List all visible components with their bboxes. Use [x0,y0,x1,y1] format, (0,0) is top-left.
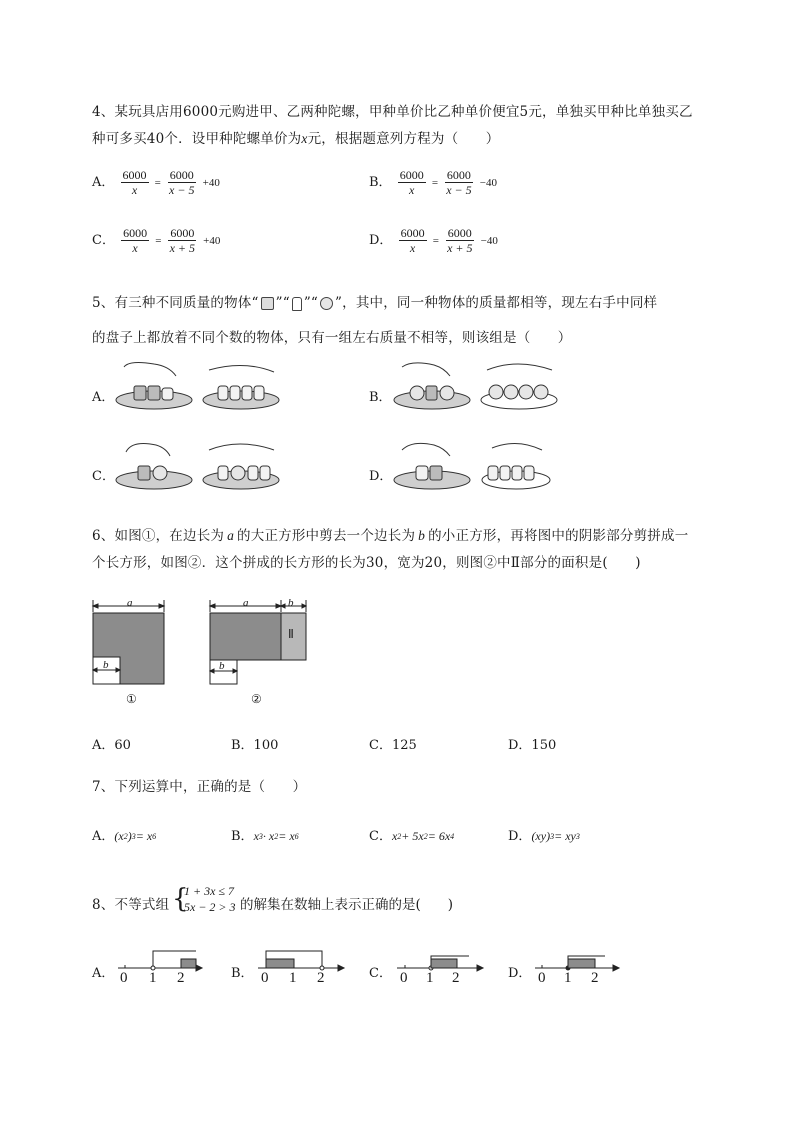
tick-label: 1 [426,970,434,986]
q5-option-a-image[interactable] [114,362,284,422]
denominator: x [409,183,415,197]
tick-label: 1 [289,970,297,986]
tick-label: 0 [538,970,546,986]
q8-option-d-label[interactable]: D． [508,966,532,981]
q8-stem-tail: 的解集在数轴上表示正确的是( ) [240,897,454,913]
q7-option-a[interactable] [92,825,156,844]
expr-part: (xy) [531,829,551,843]
q4-text-a: 种可多买40个．设甲种陀螺单价为 [92,131,302,147]
fraction [398,168,426,197]
q6-stem-line2: 个长方形，如图②．这个拼成的长方形的长为30，宽为20，则图②中Ⅱ部分的面积是( ) [92,555,641,571]
tick-label: 1 [564,970,572,986]
q5-option-d-label[interactable]: D． [369,469,393,484]
equals-sign: = [432,235,439,247]
option-label: A． [92,175,115,190]
expr-part: = xy [554,829,576,843]
exponent: 6 [294,832,299,841]
expr-part: (x [114,829,124,843]
expr-part: + 5x [401,829,424,843]
q8-option-c-numberline[interactable] [393,945,493,990]
q4-stem-line2 [92,127,499,147]
q5-text-c: ”“ [303,295,319,311]
fraction [168,226,197,255]
q5-option-c-image[interactable] [114,442,284,502]
option-label: D． [369,233,393,248]
q4-option-b[interactable] [369,168,497,197]
fig2-caption: ② [251,692,262,706]
numerator: 6000 [170,226,195,240]
numerator: 6000 [399,168,424,182]
q7-option-c[interactable] [369,825,454,844]
option-label: A． [92,829,115,844]
numerator: 6000 [447,226,472,240]
q6-text-b: 的大正方形中剪去一个边长为 [237,528,416,544]
q6-option-b[interactable]: B．100 [231,738,279,753]
exponent: 3 [575,832,580,841]
tick-label: 1 [149,970,157,986]
denominator: x [131,183,138,197]
fraction [399,226,427,255]
q6-var-a: a [227,528,235,543]
sphere-icon [320,297,333,310]
numerator: 6000 [122,168,147,182]
cube-icon [261,297,274,310]
option-label: C． [92,233,115,248]
exponent: 2 [123,832,128,841]
fraction [445,226,474,255]
tick-label: 0 [400,970,408,986]
option-label: B． [369,175,392,190]
numerator: 6000 [123,226,148,240]
cylinder-icon [292,297,302,311]
expression [114,829,156,844]
part-one-rect [210,613,281,660]
q5-option-a-label[interactable]: A． [92,390,115,405]
tick-label: 2 [591,970,599,986]
q5-option-c-label[interactable]: C． [92,469,115,484]
tail-term: +40 [203,235,221,247]
numerator: 6000 [446,168,471,182]
option-label: B． [231,829,254,844]
fig1-label-a: a [127,597,133,609]
q4-option-c[interactable] [92,226,220,255]
q8-option-c-label[interactable]: C． [369,966,392,981]
tail-term: −40 [479,177,497,189]
q5-stem-line1 [92,291,657,311]
q7-option-d[interactable] [508,825,580,844]
expression [531,829,579,844]
q4-option-d[interactable] [369,226,498,255]
fig1-caption: ① [126,692,137,706]
q7-stem: 7、下列运算中，正确的是（ ） [92,779,307,795]
q5-option-b-image[interactable] [392,362,562,422]
expr-part: · x [262,829,275,843]
exponent: 4 [450,832,455,841]
q8-option-a-label[interactable]: A． [92,966,115,981]
option-label: C． [369,829,392,844]
inequality-2: 5x − 2 > 3 [184,900,236,914]
expr-part: = 6x [427,829,451,843]
q4-var-x: x [301,131,308,146]
q5-option-d-image[interactable] [392,442,562,502]
q7-option-b[interactable] [231,825,299,844]
q5-text-b: ”“ [275,295,290,311]
brace-symbol: { [172,884,189,914]
q4-option-a[interactable] [92,168,220,197]
denominator: x [409,241,416,255]
q6-option-a[interactable]: A．60 [92,738,131,753]
exponent: 2 [274,832,279,841]
expr-part: x [253,829,259,843]
expression [392,829,454,844]
exponent: 3 [131,832,136,841]
fraction [444,168,473,197]
equals-sign: = [155,235,162,247]
expr-part: = x [135,829,153,843]
tail-term: +40 [202,177,220,189]
fraction [121,226,149,255]
exponent: 6 [152,832,157,841]
q4-stem-line1: 4、某玩具店用6000元购进甲、乙两种陀螺，甲种单价比乙种单价便宜5元，单独买甲种比单独买乙 [92,104,693,120]
q8-option-d-numberline[interactable] [531,945,631,990]
q8-option-a-numberline[interactable] [114,945,214,990]
q6-var-b: b [418,528,426,543]
q6-text-c: 的小正方形，再将图中的阴影部分剪拼成一 [428,528,689,544]
q5-stem-line2: 的盘子上都放着不同个数的物体，只有一组左右质量不相等，则该组是（ ） [92,330,572,346]
q8-option-b-numberline[interactable] [254,945,354,990]
q5-option-b-label[interactable]: B． [369,390,392,405]
fig1-label-b: b [103,659,109,671]
option-label: D． [508,829,532,844]
denominator: x − 5 [446,183,472,197]
fraction [167,168,196,197]
tick-label: 2 [452,970,460,986]
denominator: x + 5 [169,241,196,255]
q6-text-a: 6、如图①，在边长为 [92,528,225,544]
numerator: 6000 [169,168,194,182]
inequality-system [184,883,236,915]
inequality-1: 1 + 3x ≤ 7 [184,884,235,898]
q8-stem: 8、不等式组 [92,897,170,913]
denominator: x − 5 [169,183,195,197]
q6-stem-line1 [92,524,688,544]
fig2-label-b: b [288,597,294,609]
numerator: 6000 [400,226,425,240]
denominator: x [132,241,138,255]
fig2-label-b-bottom: b [219,660,225,672]
expr-part: x [391,829,398,843]
tick-label: 0 [120,970,128,986]
q6-option-c[interactable]: C．125 [369,738,417,753]
equals-sign: = [154,177,161,189]
tick-label: 2 [177,970,185,986]
equals-sign: = [431,177,439,189]
exponent: 2 [423,832,428,841]
fig2-label-roman: Ⅱ [288,627,294,641]
tail-term: −40 [480,235,498,247]
q6-option-d[interactable]: D．150 [508,738,557,753]
expr-part: = x [278,829,295,843]
expression [254,829,299,844]
tick-label: 0 [261,970,269,986]
q4-text-b: 元，根据题意列方程为（ ） [307,131,500,147]
exponent: 3 [258,832,263,841]
denominator: x + 5 [447,241,473,255]
q5-text-d: ”，其中，同一种物体的质量都相等，现左右手中同样 [335,295,658,311]
expr-part: ) [127,829,132,843]
q5-text-a: 5、有三种不同质量的物体“ [92,295,259,311]
exponent: 2 [397,832,402,841]
fig2-label-a: a [243,597,249,609]
q8-option-b-label[interactable]: B． [231,966,254,981]
tick-label: 2 [317,970,325,986]
fraction [121,168,149,197]
exponent: 3 [550,832,555,841]
